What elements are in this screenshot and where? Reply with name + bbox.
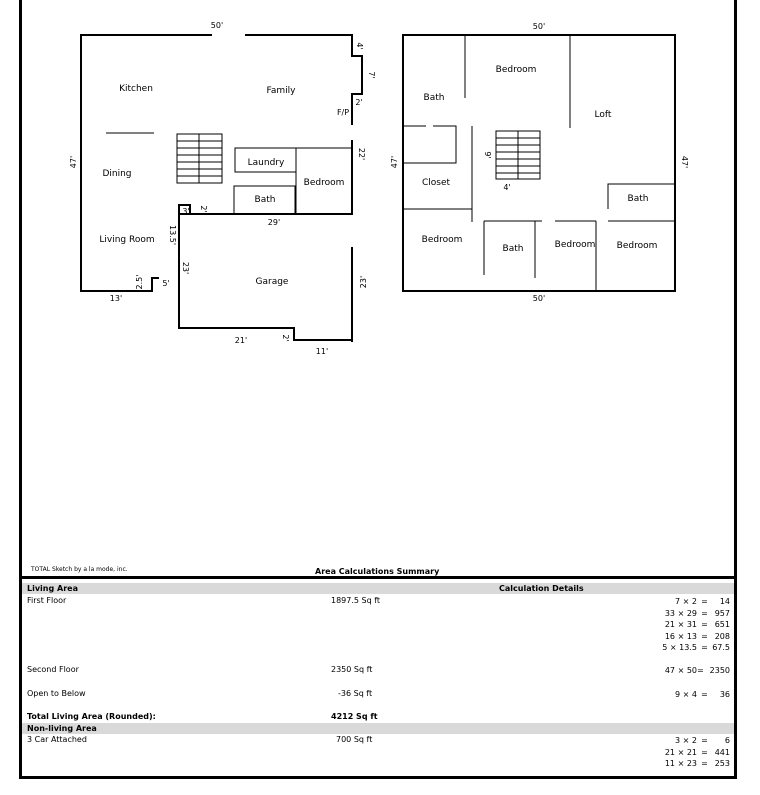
living-area-band bbox=[22, 583, 734, 594]
calc-eq: = bbox=[701, 736, 708, 745]
calc-expr: 16 × 13 bbox=[664, 631, 697, 641]
dim-2f-right-47: 47' bbox=[680, 155, 689, 169]
calc-result: 36 bbox=[719, 690, 730, 699]
room-loft: Loft bbox=[594, 110, 612, 120]
garage-calcs bbox=[652, 735, 730, 770]
second-floor-calcs bbox=[652, 665, 730, 677]
dim-bottom-13: 13' bbox=[109, 294, 123, 303]
calc-eq: = bbox=[701, 597, 708, 606]
room-family: Family bbox=[266, 86, 296, 96]
calc-expr: 11 × 23 bbox=[664, 759, 697, 768]
calc-expr: 7 × 2 bbox=[675, 597, 697, 606]
frame-bottom-border bbox=[19, 776, 737, 779]
dim-notch-bottom-2: 2' bbox=[355, 98, 363, 107]
room-closet: Closet bbox=[421, 178, 451, 188]
calc-eq: = bbox=[701, 643, 708, 652]
room-bedroom: Bedroom bbox=[303, 178, 345, 188]
living-area-heading: Living Area bbox=[27, 584, 78, 593]
first-floor-walls bbox=[81, 35, 362, 342]
non-living-band bbox=[22, 723, 734, 734]
dim-top-50: 50' bbox=[210, 21, 224, 30]
dim-step-3: 3' bbox=[182, 207, 190, 216]
dim-stair-4: 4' bbox=[503, 183, 511, 192]
calc-details-heading: Calculation Details bbox=[499, 584, 584, 593]
calc-expr: 5 × 13.5 bbox=[662, 643, 697, 652]
first-floor-interior bbox=[106, 133, 352, 214]
dim-13-5: 13.5' bbox=[168, 224, 177, 246]
dim-step-5: 5' bbox=[162, 279, 170, 288]
calc-expr: 47 × 50 bbox=[664, 666, 697, 675]
calc-eq: = bbox=[701, 747, 708, 757]
calc-result: 253 bbox=[714, 759, 730, 768]
calc-result: 957 bbox=[714, 608, 730, 618]
calc-expr: 9 × 4 bbox=[675, 690, 697, 699]
calc-result: 14 bbox=[719, 597, 730, 606]
room-dining: Dining bbox=[102, 169, 132, 179]
room-bedroom-right: Bedroom bbox=[616, 241, 658, 251]
dim-stair-9: 9' bbox=[483, 151, 492, 159]
dim-2f-top-50: 50' bbox=[532, 22, 546, 31]
garage-label: 3 Car Attached bbox=[27, 735, 87, 744]
room-bath-right: Bath bbox=[627, 194, 649, 204]
room-laundry: Laundry bbox=[247, 158, 285, 168]
calc-row bbox=[652, 747, 730, 759]
calc-result: 441 bbox=[714, 747, 730, 757]
calc-eq: = bbox=[701, 690, 708, 699]
calc-row bbox=[652, 642, 730, 654]
dim-right-22: 22' bbox=[357, 147, 366, 161]
calc-eq: = bbox=[701, 759, 708, 768]
calc-row bbox=[652, 735, 730, 747]
room-garage: Garage bbox=[255, 277, 289, 287]
room-kitchen: Kitchen bbox=[119, 84, 153, 94]
room-bath-left: Bath bbox=[423, 93, 445, 103]
calc-expr: 3 × 2 bbox=[675, 736, 697, 745]
first-floor-label: First Floor bbox=[27, 596, 67, 605]
room-bedroom-top: Bedroom bbox=[495, 65, 537, 75]
second-floor-interior bbox=[403, 35, 675, 291]
room-bath: Bath bbox=[254, 195, 276, 205]
label-fireplace: F/P bbox=[336, 108, 350, 117]
room-bedroom-mid: Bedroom bbox=[554, 240, 596, 250]
calc-result: 2350 bbox=[709, 666, 730, 675]
calc-row bbox=[652, 758, 730, 770]
dim-garage-21: 21' bbox=[234, 336, 248, 345]
room-living: Living Room bbox=[99, 235, 155, 245]
calc-result: 6 bbox=[724, 736, 730, 745]
calc-row bbox=[652, 596, 730, 608]
calc-result: 651 bbox=[714, 620, 730, 629]
open-below-area: -36 Sq ft bbox=[338, 689, 373, 698]
total-living-area: 4212 Sq ft bbox=[331, 712, 378, 721]
dim-garage-23-right: 23' bbox=[359, 275, 368, 289]
non-living-heading: Non-living Area bbox=[27, 724, 97, 733]
calc-expr: 33 × 29 bbox=[664, 608, 697, 618]
dim-notch-depth-7: 7' bbox=[367, 71, 376, 79]
sketch-credit: TOTAL Sketch by a la mode, inc. bbox=[31, 566, 128, 573]
open-below-calcs bbox=[652, 689, 730, 701]
open-below-label: Open to Below bbox=[27, 689, 86, 698]
dim-inner-29: 29' bbox=[267, 218, 281, 227]
room-bath-mid: Bath bbox=[502, 244, 524, 254]
dim-notch-top-4: 4' bbox=[355, 42, 364, 50]
calc-row bbox=[652, 689, 730, 701]
first-floor-area: 1897.5 Sq ft bbox=[331, 596, 381, 605]
summary-title: Area Calculations Summary bbox=[315, 567, 440, 576]
calc-eq: = bbox=[701, 608, 708, 618]
dim-garage-11: 11' bbox=[315, 347, 329, 356]
dim-garage-2: 2' bbox=[281, 334, 290, 342]
calc-eq: = bbox=[701, 631, 708, 641]
calc-result: 208 bbox=[714, 631, 730, 641]
garage-area: 700 Sq ft bbox=[336, 735, 373, 744]
calc-row bbox=[652, 631, 730, 643]
total-living-label: Total Living Area (Rounded): bbox=[27, 712, 156, 721]
dim-2f-bottom-50: 50' bbox=[532, 294, 546, 303]
second-floor-area: 2350 Sq ft bbox=[331, 665, 373, 674]
calc-expr: 21 × 31 bbox=[664, 620, 697, 629]
calc-result: 67.5 bbox=[712, 643, 730, 652]
summary-divider bbox=[19, 576, 737, 579]
calc-eq: = bbox=[701, 620, 708, 629]
first-floor-calcs bbox=[652, 596, 730, 654]
calc-row bbox=[652, 619, 730, 631]
second-floor-label: Second Floor bbox=[27, 665, 79, 674]
calc-eq: = bbox=[697, 666, 704, 675]
dim-step-2: 2' bbox=[199, 205, 208, 213]
dim-left-47: 47' bbox=[69, 155, 78, 169]
dim-garage-23-left: 23' bbox=[181, 261, 190, 275]
calc-row bbox=[652, 665, 730, 677]
dim-2f-left-47: 47' bbox=[390, 155, 399, 169]
dim-step-2-5: 2.5' bbox=[135, 274, 144, 290]
calc-expr: 21 × 21 bbox=[664, 747, 697, 757]
calc-row bbox=[652, 608, 730, 620]
room-bedroom-left: Bedroom bbox=[421, 235, 463, 245]
